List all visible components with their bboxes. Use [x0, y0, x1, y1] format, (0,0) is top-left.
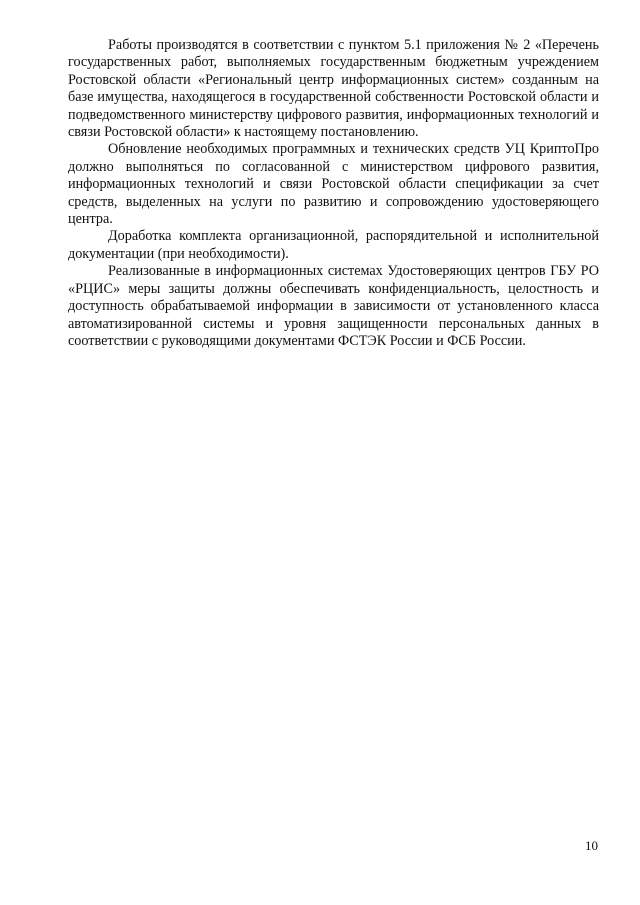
paragraph-documentation: Доработка комплекта организационной, распорядительной и исполнительной документации (при необходимости). [68, 228, 599, 262]
paragraph-software-update: Обновление необходимых программных и технических средств УЦ КриптоПро должно выполняться по согласованной с министерством цифрового развития, информационных технологий и связи Ростовской области спецификации за счет средств, выделенных на услуги по развитию и сопровождению удостоверяющего центра. [68, 141, 599, 228]
paragraph-work-basis: Работы производятся в соответствии с пунктом 5.1 приложения № 2 «Перечень государственных работ, выполняемых государственным бюджетным учреждением Ростовской области «Региональный центр информационных систем» созданным на базе имущества, находящегося в государственной собственности Ростовской области и подведомственного министерству цифрового развития, информационных технологий и связи Ростовской области» к настоящему постановлению. [68, 37, 599, 141]
page-number: 10 [585, 838, 598, 853]
document-body [68, 37, 599, 350]
paragraph-security-measures: Реализованные в информационных системах Удостоверяющих центров ГБУ РО «РЦИС» меры защиты должны обеспечивать конфиденциальность, целостность и доступность обрабатываемой информации в зависимости от установленного класса автоматизированной системы и уровня защищенности персональных данных в соответствии с руководящими документами ФСТЭК России и ФСБ России. [68, 263, 599, 349]
